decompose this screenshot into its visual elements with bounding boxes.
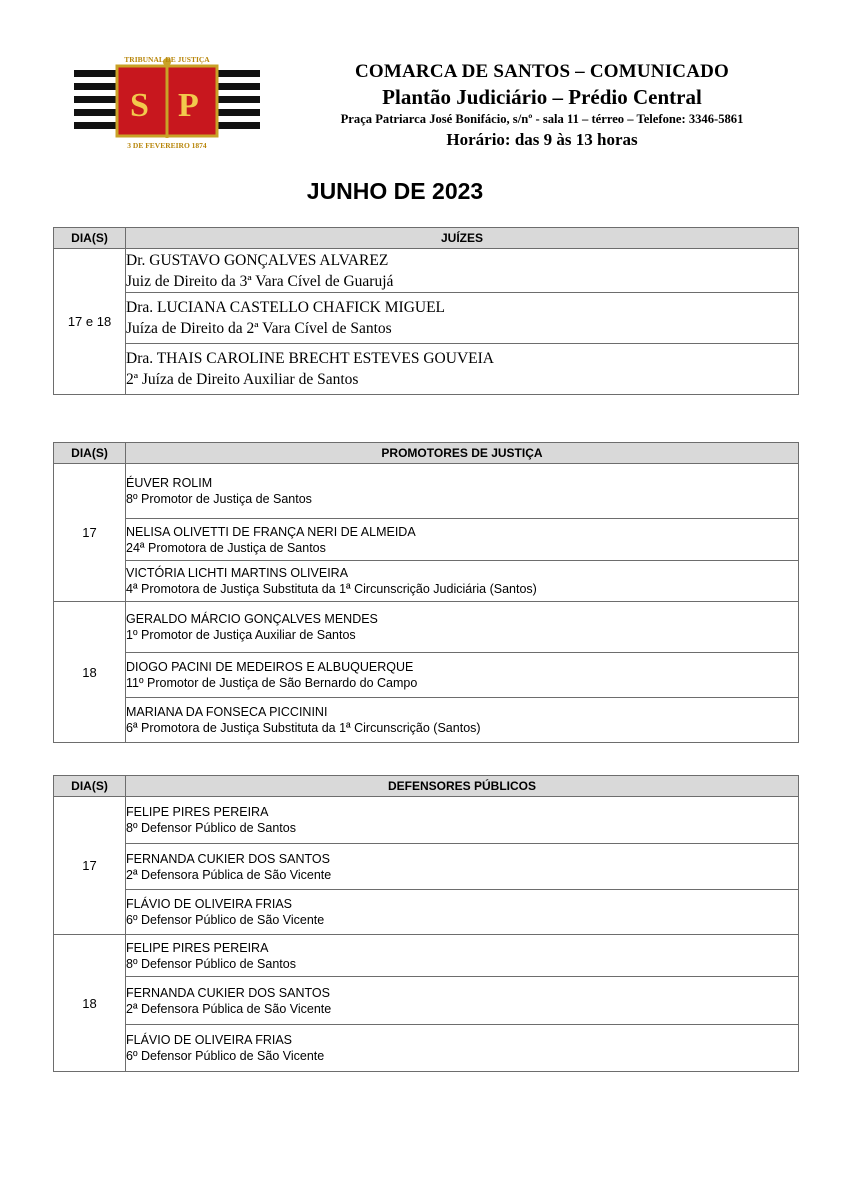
person-name: FELIPE PIRES PEREIRA: [126, 940, 269, 955]
table-row: [54, 890, 799, 935]
seal-letter-p: P: [178, 87, 199, 124]
person-cell: [126, 249, 799, 293]
table-row: [54, 519, 799, 561]
seal-bottom-text: 3 DE FEVEREIRO 1874: [127, 141, 207, 150]
person-cell: [126, 464, 799, 519]
table-row: [54, 698, 799, 743]
table-row: [54, 653, 799, 698]
person-role: 8º Defensor Público de Santos: [126, 821, 296, 835]
column-header-days: DIA(S): [54, 228, 126, 249]
person-cell: [126, 890, 799, 935]
day-cell: 17: [54, 797, 126, 935]
header-line-address: Praça Patriarca José Bonifácio, s/nº - sala 11 – térreo – Telefone: 3346-5861: [340, 112, 744, 126]
table-row: [54, 844, 799, 890]
table-row: [54, 561, 799, 602]
document-header: [292, 60, 792, 152]
person-cell: [126, 977, 799, 1025]
table-row: [54, 249, 799, 293]
person-role: 2ª Juíza de Direito Auxiliar de Santos: [126, 371, 359, 388]
table-row: [54, 602, 799, 653]
person-name: VICTÓRIA LICHTI MARTINS OLIVEIRA: [126, 566, 349, 580]
person-name: Dra. LUCIANA CASTELLO CHAFICK MIGUEL: [126, 299, 446, 316]
table-row: [54, 1025, 799, 1072]
person-role: 4ª Promotora de Justiça Substituta da 1ª Circunscrição Judiciária (Santos): [126, 582, 537, 596]
table-row: [54, 344, 799, 395]
person-role: 8º Defensor Público de Santos: [126, 956, 296, 971]
person-name: FLÁVIO DE OLIVEIRA FRIAS: [126, 1033, 293, 1047]
person-name: FELIPE PIRES PEREIRA: [126, 805, 269, 819]
table-header-row: [54, 443, 799, 464]
judges-body: [54, 249, 799, 395]
table-row: [54, 464, 799, 519]
person-role: 2ª Defensora Pública de São Vicente: [126, 867, 332, 882]
table-header-row: [54, 228, 799, 249]
person-cell: [126, 344, 799, 395]
header-line-plantao: Plantão Judiciário – Prédio Central: [382, 85, 702, 109]
person-cell: [126, 1025, 799, 1072]
person-role: 6º Defensor Público de São Vicente: [126, 1049, 325, 1063]
table-row: [54, 977, 799, 1025]
column-header-days: DIA(S): [54, 443, 126, 464]
person-role: 2ª Defensora Pública de São Vicente: [126, 1001, 332, 1016]
defenders-table: [53, 775, 799, 1072]
person-name: FERNANDA CUKIER DOS SANTOS: [126, 851, 330, 866]
person-name: FERNANDA CUKIER DOS SANTOS: [126, 985, 330, 1000]
person-cell: [126, 844, 799, 890]
person-cell: [126, 602, 799, 653]
header-line-hours: Horário: das 9 às 13 horas: [446, 130, 638, 149]
person-cell: [126, 653, 799, 698]
person-name: Dra. THAIS CAROLINE BRECHT ESTEVES GOUVEIA: [126, 350, 494, 367]
column-header-days: DIA(S): [54, 776, 126, 797]
person-cell: [126, 293, 799, 344]
person-cell: [126, 797, 799, 844]
person-name: GERALDO MÁRCIO GONÇALVES MENDES: [126, 612, 378, 626]
month-title: JUNHO DE 2023: [306, 178, 484, 204]
seal-top-text: TRIBUNAL DE JUSTIÇA: [124, 55, 210, 64]
person-role: 8º Promotor de Justiça de Santos: [126, 492, 312, 506]
prosecutors-table: [53, 442, 799, 743]
day-cell: 17: [54, 464, 126, 602]
column-header-title: JUÍZES: [126, 228, 799, 249]
seal-letter-s: S: [130, 87, 149, 124]
person-cell: [126, 561, 799, 602]
table-row: [54, 797, 799, 844]
person-role: 1º Promotor de Justiça Auxiliar de Santos: [126, 628, 356, 642]
person-name: NELISA OLIVETTI DE FRANÇA NERI DE ALMEIDA: [126, 524, 416, 539]
person-name: DIOGO PACINI DE MEDEIROS E ALBUQUERQUE: [126, 660, 414, 674]
day-cell: 17 e 18: [54, 249, 126, 395]
person-name: MARIANA DA FONSECA PICCININI: [126, 705, 328, 719]
person-role: Juiz de Direito da 3ª Vara Cível de Guarujá: [126, 272, 394, 290]
person-role: Juíza de Direito da 2ª Vara Cível de Santos: [126, 320, 392, 337]
person-name: Dr. GUSTAVO GONÇALVES ALVAREZ: [126, 251, 389, 269]
day-cell: 18: [54, 602, 126, 743]
person-role: 24ª Promotora de Justiça de Santos: [126, 540, 326, 555]
person-role: 6º Defensor Público de São Vicente: [126, 913, 325, 927]
judges-table: [53, 227, 799, 395]
prosecutors-body: [54, 464, 799, 743]
person-name: FLÁVIO DE OLIVEIRA FRIAS: [126, 897, 293, 911]
tjsp-seal-logo: [74, 52, 260, 152]
column-header-title: PROMOTORES DE JUSTIÇA: [126, 443, 799, 464]
day-cell: 18: [54, 935, 126, 1072]
person-cell: [126, 519, 799, 561]
table-row: [54, 935, 799, 977]
person-cell: [126, 935, 799, 977]
person-role: 11º Promotor de Justiça de São Bernardo do Campo: [126, 676, 418, 690]
column-header-title: DEFENSORES PÚBLICOS: [126, 776, 799, 797]
person-cell: [126, 698, 799, 743]
person-role: 6ª Promotora de Justiça Substituta da 1ª Circunscrição (Santos): [126, 721, 481, 735]
table-header-row: [54, 776, 799, 797]
person-name: ÉUVER ROLIM: [126, 476, 213, 490]
header-line-comarca: COMARCA DE SANTOS – COMUNICADO: [354, 61, 730, 82]
table-row: [54, 293, 799, 344]
defenders-body: [54, 797, 799, 1072]
